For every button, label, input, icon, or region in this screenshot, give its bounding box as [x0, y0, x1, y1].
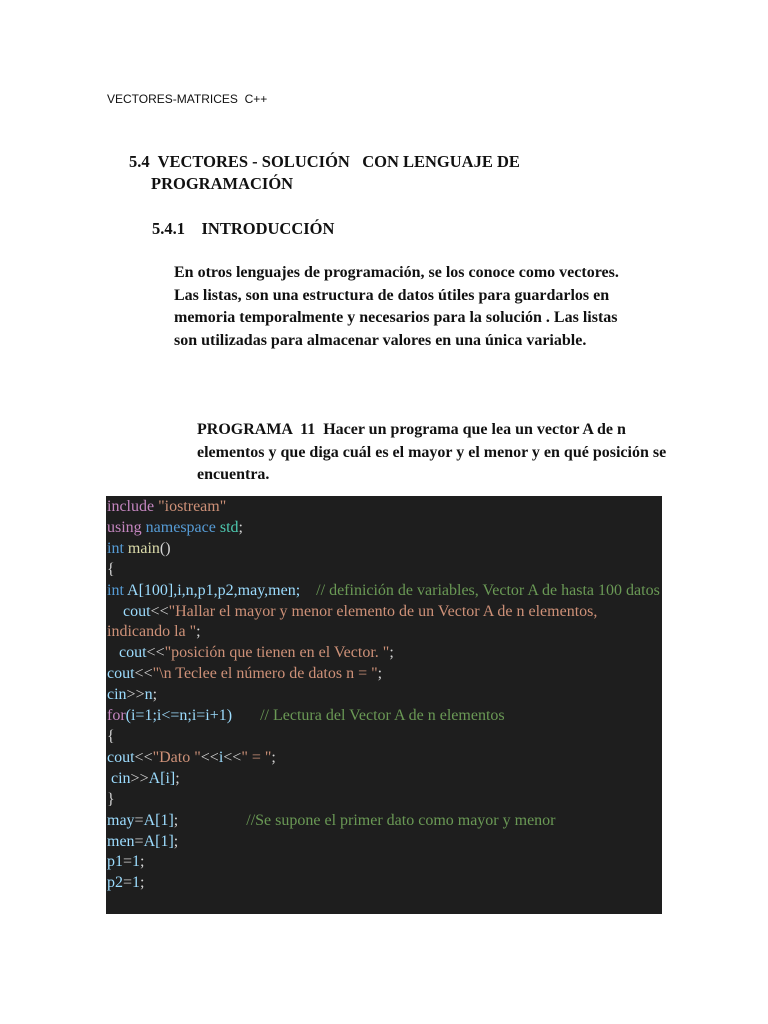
- code-line: [107, 581, 662, 602]
- code-token: int: [107, 539, 124, 557]
- code-line: [107, 497, 662, 518]
- code-token: A[1]: [143, 811, 174, 829]
- code-line: {: [107, 727, 115, 745]
- code-token: [107, 603, 123, 620]
- code-token: cin: [111, 769, 131, 787]
- code-token: cout: [107, 665, 135, 683]
- code-line: }: [107, 790, 115, 808]
- code-token: <<: [134, 665, 153, 683]
- code-line: [107, 539, 662, 560]
- code-token: =: [134, 832, 144, 850]
- code-token: ;: [196, 623, 201, 641]
- code-token: A[1]: [143, 832, 174, 850]
- code-token: // Lectura del Vector A de n elementos: [232, 707, 505, 725]
- code-line: [107, 873, 662, 894]
- code-token: <<: [223, 748, 242, 766]
- code-line: [107, 706, 662, 727]
- code-token: p2: [217, 581, 234, 599]
- code-token: <<: [150, 602, 169, 620]
- code-token: ;: [377, 665, 383, 683]
- code-token: A[100],i,n,p1,: [123, 581, 218, 599]
- code-token: using: [107, 518, 142, 536]
- code-line: [107, 602, 662, 644]
- code-line: [107, 664, 662, 685]
- code-token: =: [123, 853, 133, 871]
- code-token: //Se supone el primer dato como mayor y menor: [178, 811, 556, 829]
- code-token: ;: [175, 769, 180, 787]
- code-token: ;: [140, 853, 145, 871]
- code-token: p2: [107, 874, 123, 892]
- code-token: i: [218, 748, 224, 766]
- code-token: include: [107, 498, 155, 515]
- code-token: men: [107, 832, 135, 850]
- code-line: [107, 832, 662, 853]
- code-token: "\n Teclee el número de datos n = ": [152, 665, 378, 683]
- code-token: "posición que tienen en el Vector. ": [164, 644, 390, 662]
- code-token: (i=1;i<=n;i=i+1): [125, 707, 233, 725]
- code-token: " = ": [241, 748, 272, 766]
- section-heading-line1: 5.4 VECTORES - SOLUCIÓN CON LENGUAJE DE: [129, 152, 520, 171]
- code-token: for: [107, 707, 126, 725]
- code-token: (): [159, 539, 171, 557]
- code-token: namespace: [145, 518, 216, 536]
- code-token: cout: [123, 602, 151, 620]
- code-token: =: [123, 874, 133, 892]
- code-token: ;: [271, 748, 276, 766]
- code-token: 1: [132, 874, 141, 892]
- code-block: [106, 496, 662, 914]
- code-token: <<: [134, 748, 153, 766]
- code-token: <<: [146, 644, 165, 662]
- code-token: may: [107, 811, 135, 829]
- code-token: int: [107, 581, 124, 599]
- code-line: [107, 685, 662, 706]
- code-line: [107, 643, 662, 664]
- subsection-heading: 5.4.1 INTRODUCCIÓN: [152, 219, 335, 238]
- code-token: cout: [119, 644, 147, 662]
- code-token: p1: [107, 853, 123, 871]
- code-token: >>: [126, 686, 145, 704]
- code-token: std: [219, 518, 239, 536]
- code-line: [107, 748, 662, 769]
- code-token: >>: [130, 769, 149, 787]
- code-token: <<: [200, 748, 219, 766]
- section-heading: [129, 151, 599, 195]
- program-statement: PROGRAMA 11 Hacer un programa que lea un vector A de n elementos y que diga cuál es el mayor y el menor y en qué posición se encuentra.: [197, 421, 671, 484]
- code-token: main: [127, 539, 160, 557]
- code-token: ;: [389, 644, 394, 662]
- code-token: [107, 644, 119, 661]
- code-token: // definición de variables, Vector A de hasta 100 datos: [300, 581, 660, 599]
- section-heading-line2: PROGRAMACIÓN: [151, 174, 294, 193]
- page-header: VECTORES-MATRICES C++: [107, 92, 268, 106]
- code-token: "Hallar el mayor y menor elemento de un Vector A de n elementos, indicando la ": [107, 602, 602, 641]
- code-token: ;: [173, 832, 179, 850]
- code-token: =: [134, 811, 144, 829]
- code-token: A[i]: [148, 769, 176, 787]
- code-line: [107, 769, 662, 790]
- code-token: n: [144, 686, 153, 704]
- code-line: {: [107, 560, 115, 578]
- code-line: [107, 852, 662, 873]
- intro-paragraph: En otros lenguajes de programación, se los conoce como vectores. Las listas, son una estructura de datos útiles para guardarlos en memoria temporalmente y necesarios para la solución . Las listas son utilizadas para almacenar valores en una única variable.: [174, 264, 619, 349]
- code-token: ;: [238, 518, 243, 536]
- code-token: ;: [152, 686, 158, 704]
- code-token: ,may,men;: [233, 581, 301, 599]
- code-token: "iostream": [158, 498, 227, 515]
- code-token: cout: [107, 748, 135, 766]
- code-token: 1: [132, 853, 141, 871]
- code-token: ;: [173, 811, 179, 829]
- code-line: [107, 518, 662, 539]
- code-token: cin: [107, 686, 127, 704]
- code-token: ;: [140, 874, 145, 892]
- code-line: [107, 811, 662, 832]
- code-token: "Dato ": [152, 748, 201, 766]
